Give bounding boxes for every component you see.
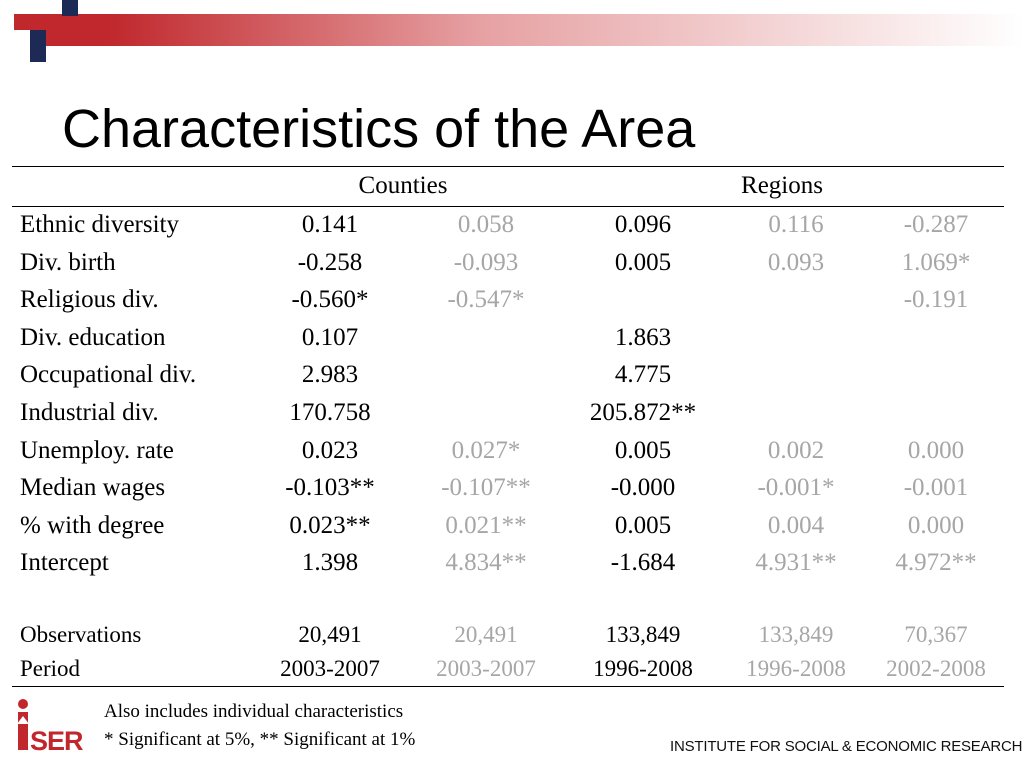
table-cell: -0.191: [903, 286, 969, 313]
decor-square-navy: [30, 30, 46, 46]
table-cell: -0.560*: [291, 286, 369, 313]
table-cell: 4.972**: [895, 549, 977, 576]
row-label: Div. birth: [20, 249, 116, 276]
decor-square-red: [14, 14, 30, 30]
table-cell: 0.107: [301, 324, 359, 351]
table-cell: 0.002: [767, 437, 825, 464]
table-cell: 4.931**: [755, 549, 837, 576]
table-cell: -1.684: [610, 549, 676, 576]
table-cell: 0.116: [768, 211, 824, 238]
table-cell: 1.069*: [901, 249, 971, 276]
table-cell: -0.258: [297, 249, 363, 276]
table-cell: 170.758: [289, 399, 371, 426]
table-cell: 0.027*: [451, 437, 521, 464]
slide-title: Characteristics of the Area: [62, 99, 696, 159]
row-label: Industrial div.: [20, 399, 159, 426]
table-row: [0, 206, 1024, 243]
note-line: * Significant at 5%, ** Significant at 1%: [104, 729, 416, 750]
table-cell: 133,849: [605, 622, 681, 647]
table-cell: 205.872**: [589, 399, 697, 426]
table-cell: 0.000: [907, 512, 965, 539]
row-label: Observations: [20, 622, 142, 647]
row-label: Unemploy. rate: [20, 437, 174, 464]
table-cell: -0.001: [903, 474, 969, 501]
table-row: [0, 356, 1024, 393]
table-row: [0, 432, 1024, 469]
table-cell: 70,367: [904, 622, 968, 647]
table-cell: 0.021**: [445, 512, 527, 539]
table-row: [0, 507, 1024, 544]
table-cell: -0.547*: [447, 286, 525, 313]
table-cell: -0.287: [903, 211, 969, 238]
table-cell: 1996-2008: [593, 656, 693, 681]
table-cell: 0.000: [907, 437, 965, 464]
table-row: [0, 394, 1024, 431]
decor-square-navy: [30, 46, 46, 62]
row-label: Religious div.: [20, 286, 159, 313]
svg-text:SER: SER: [30, 726, 83, 754]
table-row: [0, 281, 1024, 318]
table-row: [0, 618, 1024, 652]
table-cell: 20,491: [454, 622, 518, 647]
table-cell: 0.004: [767, 512, 825, 539]
table-cell: -0.000: [610, 474, 676, 501]
table-cell: 0.141: [301, 211, 359, 238]
table-cell: 0.005: [614, 249, 672, 276]
row-label: Median wages: [20, 474, 166, 501]
table-notes: [104, 698, 415, 754]
table-cell: 0.023: [301, 437, 359, 464]
table-cell: 133,849: [758, 622, 834, 647]
row-label: % with degree: [20, 512, 165, 539]
table-cell: -0.093: [453, 249, 519, 276]
table-cell: 0.096: [614, 211, 672, 238]
row-label: Ethnic diversity: [20, 211, 179, 238]
table-cell: 1.863: [614, 324, 672, 351]
row-label: Period: [20, 656, 81, 681]
table-cell: -0.107**: [441, 474, 531, 501]
table-row: [0, 469, 1024, 506]
table-cell: 0.005: [614, 437, 672, 464]
table-cell: -0.103**: [285, 474, 375, 501]
table-cell: 20,491: [298, 622, 362, 647]
table-row: [0, 652, 1024, 686]
table-cell: 4.775: [614, 361, 672, 388]
header-counties: Counties: [358, 172, 448, 199]
row-label: Div. education: [20, 324, 166, 351]
table-cell: 1.398: [301, 549, 359, 576]
table-cell: 0.005: [614, 512, 672, 539]
note-line: Also includes individual characteristics: [104, 701, 404, 722]
table-row: [0, 319, 1024, 356]
table-row: [0, 244, 1024, 281]
header-gradient-bar: [30, 14, 1024, 46]
table-cell: -0.001*: [757, 474, 835, 501]
table-cell: 4.834**: [445, 549, 527, 576]
table-cell: 2003-2007: [436, 656, 536, 681]
row-label: Occupational div.: [20, 361, 197, 388]
row-label: Intercept: [20, 549, 109, 576]
table-cell: 0.093: [767, 249, 825, 276]
table-cell: 1996-2008: [746, 656, 846, 681]
table-cell: 0.023**: [289, 512, 371, 539]
table-rule-top: [12, 166, 1004, 167]
iser-logo-icon: [14, 696, 94, 754]
header-regions: Regions: [741, 172, 823, 199]
table-row: [0, 544, 1024, 581]
decor-square-navy: [62, 0, 78, 16]
table-cell: 2.983: [301, 361, 359, 388]
table-cell: 2002-2008: [886, 656, 986, 681]
table-cell: 2003-2007: [280, 656, 380, 681]
table-cell: 0.058: [457, 211, 515, 238]
footer-institute-name: INSTITUTE FOR SOCIAL & ECONOMIC RESEARCH: [670, 738, 1023, 755]
table-rule-bottom: [12, 686, 1004, 687]
